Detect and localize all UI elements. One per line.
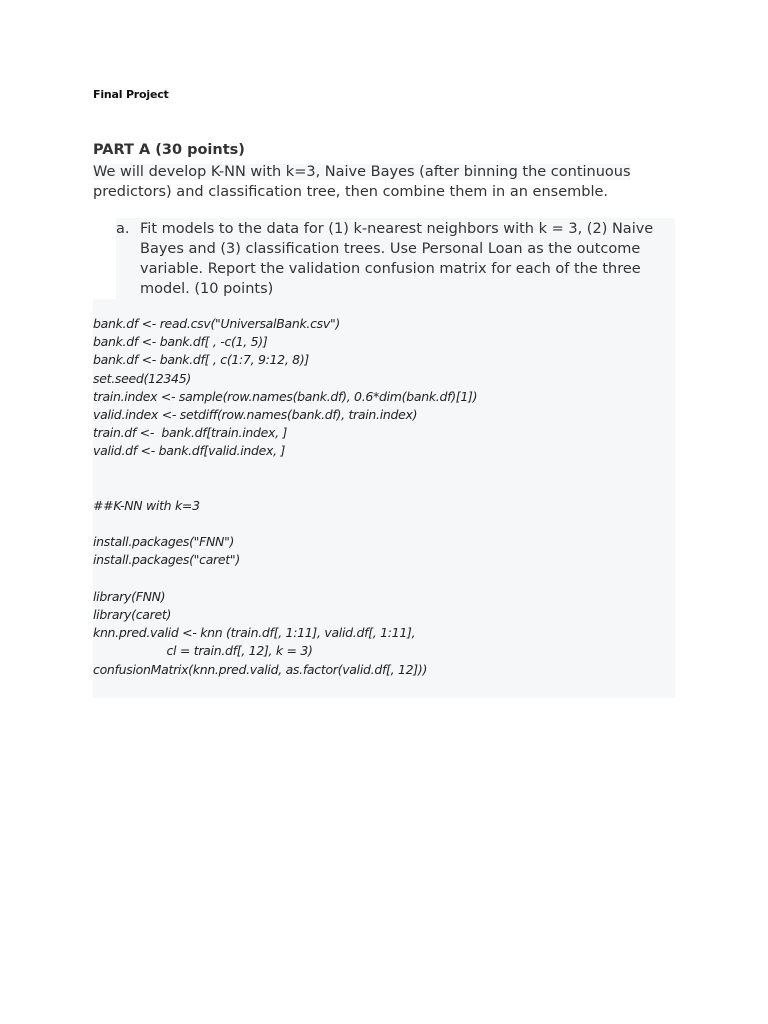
code-line	[93, 479, 673, 497]
code-line: valid.df <- bank.df[valid.index, ]	[93, 443, 286, 459]
code-line	[93, 570, 673, 588]
code-line	[93, 461, 673, 479]
code-line: knn.pred.valid <- knn (train.df[, 1:11], valid.df[, 1:11],	[93, 625, 416, 641]
code-line: install.packages("caret")	[93, 552, 240, 568]
code-line: train.df <- bank.df[train.index, ]	[93, 425, 288, 441]
question-line: Bayes and (3) classification trees. Use Personal Loan as the outcome	[140, 241, 641, 257]
code-line: train.index <- sample(row.names(bank.df), 0.6*dim(bank.df)[1])	[93, 388, 478, 404]
code-line: ##K-NN with k=3	[93, 497, 200, 513]
question-text	[140, 219, 660, 299]
code-block	[93, 315, 673, 679]
code-line	[93, 515, 673, 533]
intro-line-2: predictors) and classification tree, then combine them in an ensemble.	[93, 184, 609, 200]
code-line: bank.df <- bank.df[ , -c(1, 5)]	[93, 334, 268, 350]
intro-line-1: We will develop K-NN with k=3, Naive Bayes (after binning the continuous	[93, 164, 631, 180]
code-line: bank.df <- read.csv("UniversalBank.csv")	[93, 316, 340, 331]
document-header-title: Final Project	[93, 88, 169, 101]
code-line: cl = train.df[, 12], k = 3)	[93, 643, 313, 659]
code-line: library(caret)	[93, 607, 172, 622]
question-list-marker: a.	[116, 221, 130, 237]
code-line: valid.index <- setdiff(row.names(bank.df), train.index)	[93, 406, 418, 422]
code-line: library(FNN)	[93, 588, 166, 604]
code-line: install.packages("FNN")	[93, 534, 235, 550]
question-line: variable. Report the validation confusion matrix for each of the three	[140, 261, 641, 277]
question-line: Fit models to the data for (1) k-nearest neighbors with k = 3, (2) Naive	[140, 221, 654, 237]
intro-paragraph	[93, 162, 633, 202]
code-line: bank.df <- bank.df[ , c(1:7, 9:12, 8)]	[93, 352, 309, 368]
code-line: set.seed(12345)	[93, 370, 191, 386]
question-line: model. (10 points)	[140, 281, 274, 297]
part-heading: PART A (30 points)	[93, 142, 245, 158]
code-line: confusionMatrix(knn.pred.valid, as.factor(valid.df[, 12]))	[93, 661, 428, 677]
